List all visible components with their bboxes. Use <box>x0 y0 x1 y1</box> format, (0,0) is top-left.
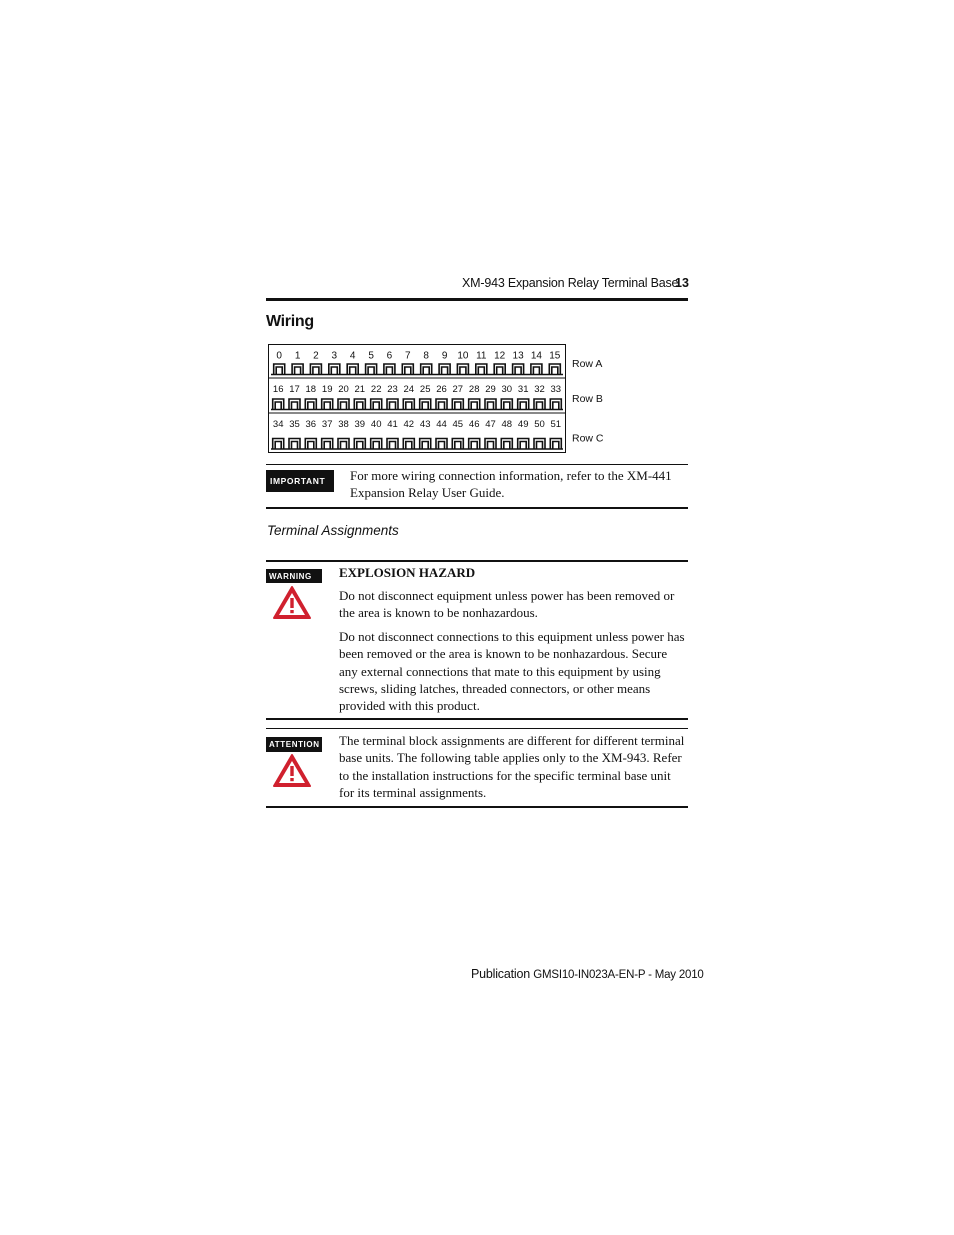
terminal-number: 3 <box>331 350 338 362</box>
terminal-screw-icon <box>494 364 505 374</box>
terminal-number: 50 <box>534 419 545 430</box>
warning-paragraph-2: Do not disconnect connections to this equipment unless power has been removed or the area is known to be nonhazardous. Secure any external connections that mate to this equipment by using screws, sliding latches, threaded connectors, or other means provided with this product. <box>339 629 685 714</box>
terminal-screw-icon <box>550 399 561 409</box>
terminal-screw-icon <box>322 399 333 409</box>
terminal-number: 45 <box>452 419 464 430</box>
publication-number: GMSI10-IN023A-EN-P - May 2010 <box>533 969 704 981</box>
terminal-screw-icon <box>354 439 365 449</box>
terminal-screw-icon <box>292 364 303 374</box>
terminal-screw-icon <box>485 399 496 409</box>
header-rule <box>266 298 688 301</box>
terminal-screw-icon <box>387 439 398 449</box>
terminal-number: 15 <box>549 350 561 362</box>
terminal-screw-icon <box>338 399 349 409</box>
terminal-number: 6 <box>386 350 393 362</box>
terminal-screw-icon <box>273 439 284 449</box>
terminal-number: 11 <box>476 350 487 362</box>
terminal-number: 34 <box>272 419 284 430</box>
row-label: Row A <box>572 358 603 370</box>
terminal-number: 43 <box>419 419 431 430</box>
terminal-screw-icon <box>371 439 382 449</box>
terminal-screw-icon <box>549 364 560 374</box>
terminal-number: 28 <box>468 384 480 395</box>
terminal-number: 10 <box>457 350 469 362</box>
terminal-screw-icon <box>289 439 300 449</box>
terminal-number: 7 <box>405 350 411 362</box>
terminal-number: 23 <box>387 384 398 395</box>
terminal-number: 39 <box>354 419 366 430</box>
terminal-screw-icon <box>485 439 496 449</box>
terminal-number: 49 <box>517 419 529 430</box>
terminal-screw-icon <box>513 364 524 374</box>
terminal-screw-icon <box>338 439 349 449</box>
terminal-screw-icon <box>289 399 300 409</box>
terminal-number: 5 <box>368 350 374 362</box>
terminal-screw-icon <box>476 364 487 374</box>
terminal-screw-icon <box>420 399 431 409</box>
terminal-number: 25 <box>419 384 431 395</box>
terminal-number: 46 <box>468 419 480 430</box>
terminal-number: 4 <box>349 350 356 362</box>
terminal-number: 30 <box>501 384 513 395</box>
terminal-number: 13 <box>512 350 524 362</box>
terminal-screw-icon <box>518 399 529 409</box>
terminal-number: 40 <box>370 419 382 430</box>
terminal-screw-icon <box>469 399 480 409</box>
terminal-number: 29 <box>485 384 496 395</box>
row-label: Row C <box>572 432 604 445</box>
terminal-screw-icon <box>403 399 414 409</box>
terminal-screw-icon <box>501 439 512 449</box>
terminal-screw-icon <box>354 399 365 409</box>
terminal-screw-icon <box>322 439 333 449</box>
terminal-number: 24 <box>403 384 415 395</box>
terminal-number: 16 <box>272 384 284 395</box>
terminal-number: 26 <box>436 384 447 395</box>
terminal-screw-icon <box>518 439 529 449</box>
terminal-screw-icon <box>469 439 480 449</box>
terminal-number: 20 <box>338 384 349 395</box>
terminal-screw-icon <box>436 439 447 449</box>
terminal-screw-icon <box>305 399 316 409</box>
terminal-number: 0 <box>276 350 282 362</box>
terminal-number: 8 <box>423 350 429 362</box>
page-number: 13 <box>675 276 689 290</box>
terminal-screw-icon <box>329 364 340 374</box>
terminal-number: 32 <box>534 384 545 395</box>
terminal-screw-icon <box>274 364 285 374</box>
terminal-number: 36 <box>305 419 317 430</box>
terminal-number: 51 <box>550 419 562 430</box>
running-header-title: XM-943 Expansion Relay Terminal Base <box>462 276 679 290</box>
publication-footer <box>471 967 704 981</box>
terminal-number: 21 <box>354 384 366 395</box>
terminal-screw-icon <box>452 439 463 449</box>
terminal-screw-icon <box>457 364 468 374</box>
row-label: Row B <box>572 393 603 405</box>
warning-badge: WARNING <box>266 569 322 583</box>
terminal-screw-icon <box>371 399 382 409</box>
terminal-screw-icon <box>403 439 414 449</box>
terminal-screw-icon <box>310 364 321 374</box>
warning-top-rule <box>266 560 688 562</box>
terminal-number: 37 <box>321 419 333 430</box>
terminal-number: 14 <box>530 350 542 362</box>
terminal-number: 12 <box>494 350 506 362</box>
terminal-number: 47 <box>485 419 496 430</box>
warning-paragraph-1: Do not disconnect equipment unless power has been removed or the area is known to be nonhazardous. <box>339 588 675 621</box>
terminal-number: 35 <box>289 419 300 430</box>
terminal-screw-icon <box>531 364 542 374</box>
terminal-screw-icon <box>366 364 377 374</box>
terminal-number: 44 <box>436 419 447 430</box>
terminal-screw-icon <box>550 439 561 449</box>
attention-text: The terminal block assignments are different for different terminal base units. The following table applies only to the XM-943. Refer to the installation instructions for the specific terminal base unit for its terminal assignments. <box>339 733 685 800</box>
important-top-rule <box>266 464 688 465</box>
terminal-screw-icon <box>452 399 463 409</box>
terminal-screw-icon <box>501 399 512 409</box>
terminal-number: 31 <box>517 384 529 395</box>
terminal-screw-icon <box>305 439 316 449</box>
attention-badge: ATTENTION <box>266 737 322 752</box>
warning-triangle-icon <box>272 584 312 620</box>
terminal-number: 33 <box>550 384 562 395</box>
terminal-screw-icon <box>534 399 545 409</box>
terminal-screw-icon <box>436 399 447 409</box>
terminal-number: 19 <box>321 384 333 395</box>
terminal-screw-icon <box>439 364 450 374</box>
publication-label: Publication <box>471 967 530 981</box>
attention-bottom-rule <box>266 806 688 808</box>
terminal-block-diagram <box>268 343 604 455</box>
warning-bottom-rule <box>266 718 688 720</box>
terminal-number: 27 <box>452 384 464 395</box>
terminal-assignments-caption: Terminal Assignments <box>267 523 399 538</box>
terminal-screw-icon <box>347 364 358 374</box>
section-title: Wiring <box>266 313 314 330</box>
important-bottom-rule <box>266 507 688 509</box>
terminal-number: 48 <box>501 419 513 430</box>
warning-title: EXPLOSION HAZARD <box>339 565 476 580</box>
terminal-number: 22 <box>370 384 382 395</box>
terminal-number: 9 <box>441 350 448 362</box>
terminal-number: 2 <box>313 350 319 362</box>
terminal-screw-icon <box>387 399 398 409</box>
terminal-number: 42 <box>403 419 415 430</box>
terminal-screw-icon <box>421 364 432 374</box>
attention-top-rule <box>266 728 688 729</box>
terminal-number: 1 <box>294 350 301 362</box>
terminal-number: 17 <box>289 384 300 395</box>
terminal-number: 38 <box>338 419 349 430</box>
terminal-screw-icon <box>384 364 395 374</box>
terminal-number: 18 <box>305 384 317 395</box>
terminal-number: 41 <box>387 419 398 430</box>
terminal-screw-icon <box>402 364 413 374</box>
terminal-screw-icon <box>534 439 545 449</box>
attention-triangle-icon <box>272 752 312 788</box>
important-badge: IMPORTANT <box>266 470 334 492</box>
terminal-screw-icon <box>420 439 431 449</box>
terminal-screw-icon <box>273 399 284 409</box>
important-text: For more wiring connection information, refer to the XM-441 Expansion Relay User Guide. <box>350 468 672 500</box>
